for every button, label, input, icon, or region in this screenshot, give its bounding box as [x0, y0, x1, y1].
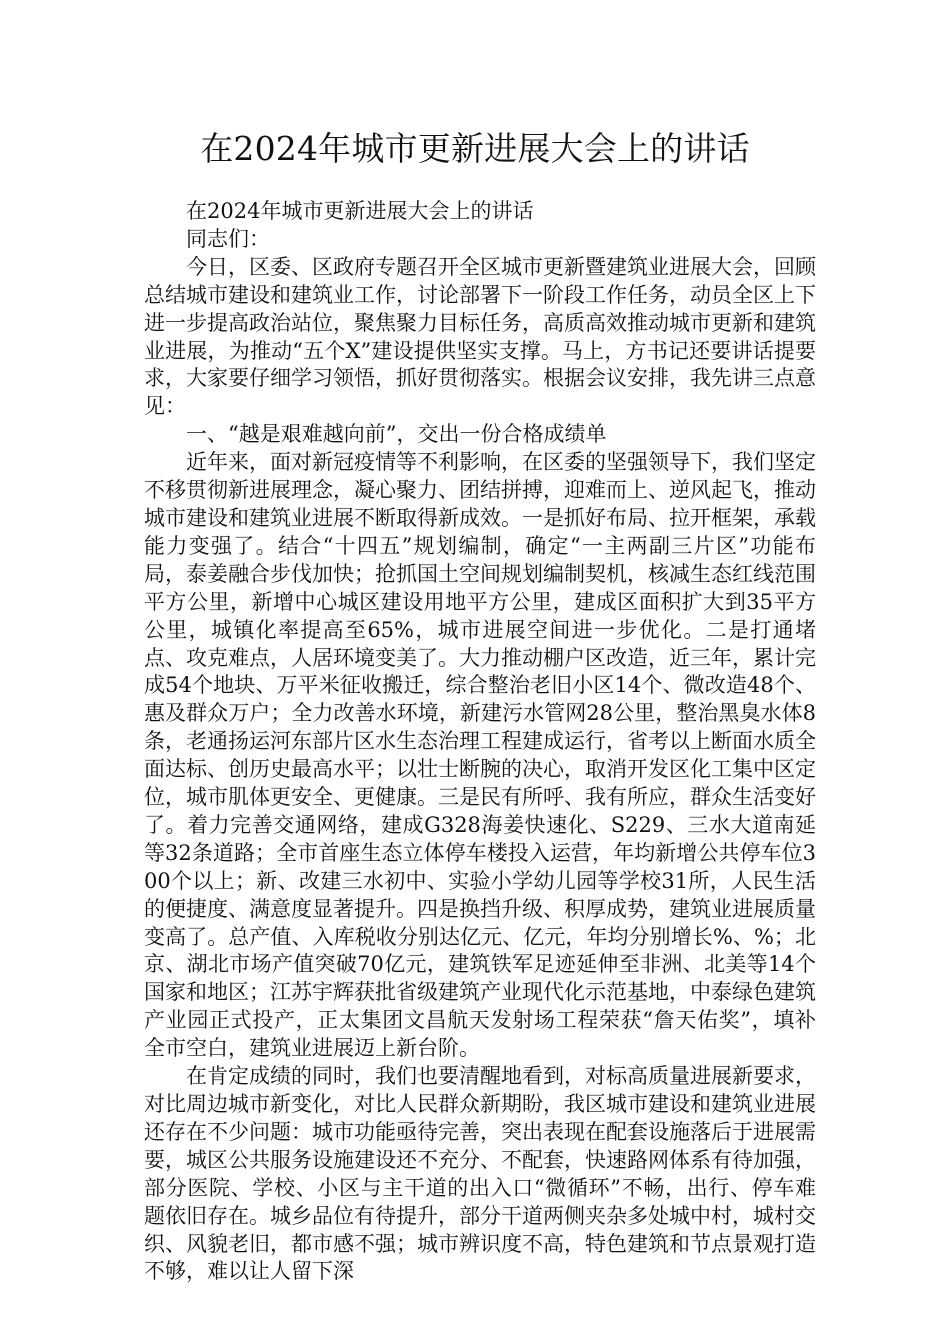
opening-paragraph: 今日，区委、区政府专题召开全区城市更新暨建筑业进展大会，回顾总结城市建设和建筑业工作，讨论部署下一阶段工作任务，动员全区上下进一步提高政治站位，聚焦聚力目标任务，高质高效推动城市更新和建筑业进展，为推动“五个X”建设提供坚实支撑。马上，方书记还要讲话提要求，大家要仔细学习领悟，抓好贯彻落实。根据会议安排，我先讲三点意见： — [144, 254, 816, 419]
document-title: 在2024年城市更新进展大会上的讲话 — [200, 129, 750, 168]
salutation: 同志们： — [186, 226, 270, 251]
document-body — [144, 198, 816, 1286]
body-subtitle: 在2024年城市更新进展大会上的讲话 — [186, 199, 534, 223]
section-heading-1: 一、“越是艰难越向前”，交出一份合格成绩单 — [186, 422, 607, 447]
achievements-paragraph: 近年来，面对新冠疫情等不利影响，在区委的坚强领导下，我们坚定不移贯彻新进展理念，凝心聚力、团结拼搏，迎难而上、逆风起飞，推动城市建设和建筑业进展不断取得新成效。一是抓好布局、拉开框架，承载能力变强了。结合“十四五”规划编制，确定“一主两副三片区”功能布局，泰姜融合步伐加快；抢抓国土空间规划编制契机，核减生态红线范围平方公里，新增中心城区建设用地平方公里，建成区面积扩大到35平方公里，城镇化率提高至65%，城市进展空间进一步优化。二是打通堵点、攻克难点，人居环境变美了。大力推动棚户区改造，近三年，累计完成54个地块、万平米征收搬迁，综合整治老旧小区14个、微改造48个、惠及群众万户；全力改善水环境，新建污水管网28公里，整治黑臭水体8条，老通扬运河东部片区水生态治理工程建成运行，省考以上断面水质全面达标、创历史最高水平；以壮士断腕的决心，取消开发区化工集中区定位，城市肌体更安全、更健康。三是民有所呼、我有所应，群众生活变好了。着力完善交通网络，建成G328海姜快速化、S229、三水大道南延等32条道路；全市首座生态立体停车楼投入运营，年均新增公共停车位300个以上；新、改建三水初中、实验小学幼儿园等学校31所，人民生活的便捷度、满意度显著提升。四是换挡升级、积厚成势，建筑业进展质量变高了。总产值、入库税收分别达亿元、亿元，年均分别增长%、%；北京、湖北市场产值突破70亿元，建筑铁军足迹延伸至非洲、北美等14个国家和地区；江苏宇辉获批省级建筑产业现代化示范基地，中泰绿色建筑产业园正式投产，正太集团文昌航天发射场工程荣获“詹天佑奖”，填补全市空白，建筑业进展迈上新台阶。 — [144, 450, 816, 1061]
problems-paragraph: 在肯定成绩的同时，我们也要清醒地看到，对标高质量进展新要求，对比周边城市新变化，对比人民群众新期盼，我区城市建设和建筑业进展还存在不少问题：城市功能亟待完善，突出表现在配套设施落后于进展需要，城区公共服务设施建设还不充分、不配套，快速路网体系有待加强，部分医院、学校、小区与主干道的出入口“微循环”不畅，出行、停车难题依旧存在。城乡品位有待提升，部分干道两侧夹杂多处城中村，城村交织、风貌老旧，都市感不强；城市辨识度不高，特色建筑和节点景观打造不够，难以让人留下深 — [144, 1064, 816, 1284]
